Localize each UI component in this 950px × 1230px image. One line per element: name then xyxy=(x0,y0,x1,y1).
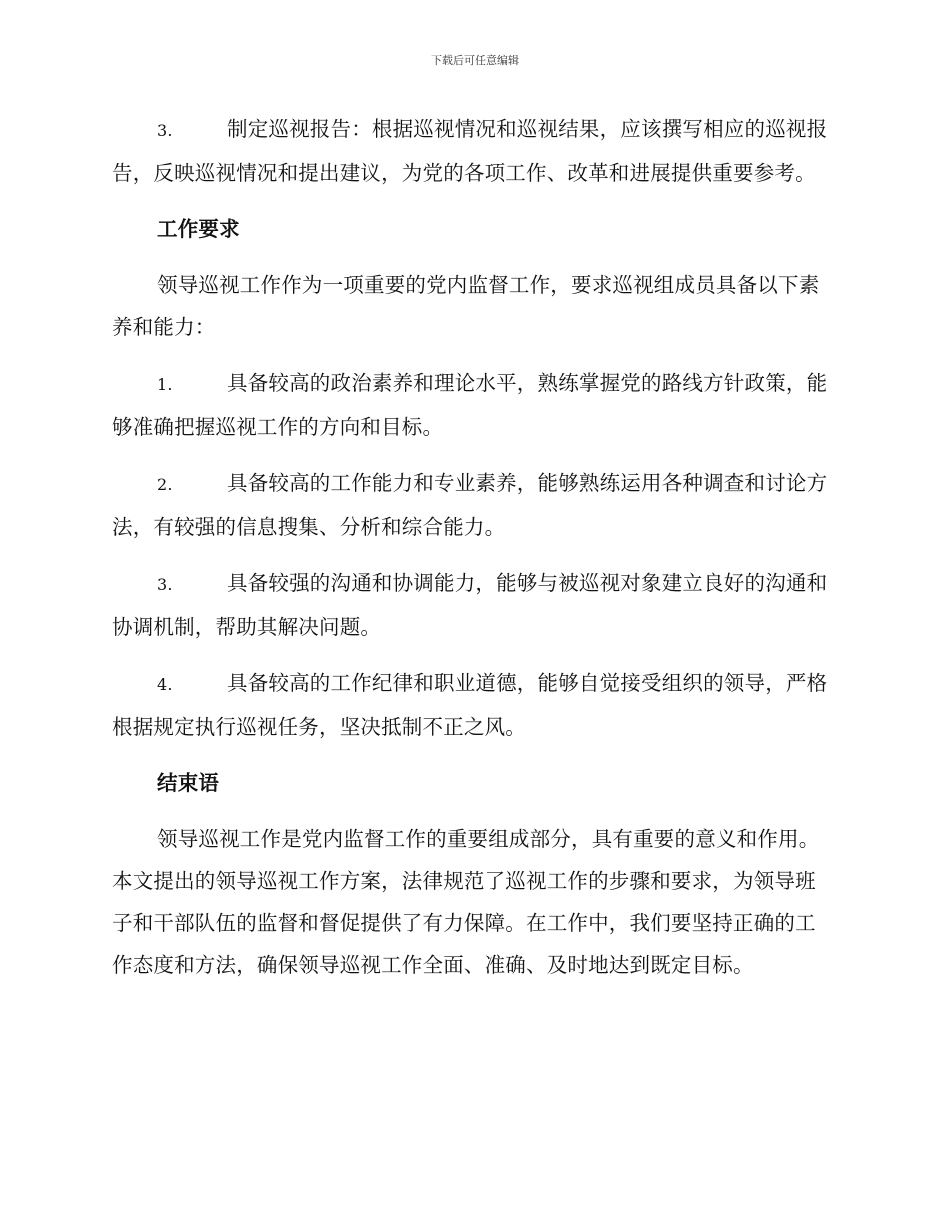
list-item-report xyxy=(112,108,834,194)
list-item-communication xyxy=(112,562,834,648)
document-body xyxy=(112,108,834,1000)
list-item-discipline xyxy=(112,662,834,748)
section-heading-requirements: 工作要求 xyxy=(157,217,240,241)
list-number: 3. xyxy=(157,121,173,140)
section-heading-conclusion: 结束语 xyxy=(157,771,220,795)
list-item-text: 具备较高的政治素养和理论水平，熟练掌握党的路线方针政策，能够准确把握巡视工作的方向和目标。 xyxy=(112,371,828,439)
list-item-text: 具备较高的工作纪律和职业道德，能够自觉接受组织的领导，严格根据规定执行巡视任务，坚决抵制不正之风。 xyxy=(112,671,828,739)
list-item-text: 具备较高的工作能力和专业素养，能够熟练运用各种调查和讨论方法，有较强的信息搜集、分析和综合能力。 xyxy=(112,471,828,539)
paragraph-conclusion: 领导巡视工作是党内监督工作的重要组成部分，具有重要的意义和作用。本文提出的领导巡视工作方案，法律规范了巡视工作的步骤和要求，为领导班子和干部队伍的监督和督促提供了有力保障。在工作中，我们要坚持正确的工作态度和方法，确保领导巡视工作全面、准确、及时地达到既定目标。 xyxy=(112,827,820,977)
list-number: 1. xyxy=(157,375,173,394)
paragraph-requirements-intro: 领导巡视工作作为一项重要的党内监督工作，要求巡视组成员具备以下素养和能力： xyxy=(112,273,820,339)
list-item-text: 具备较强的沟通和协调能力，能够与被巡视对象建立良好的沟通和协调机制，帮助其解决问题。 xyxy=(112,571,828,639)
page-header: 下载后可任意编辑 xyxy=(431,54,519,67)
list-item-text: 制定巡视报告：根据巡视情况和巡视结果，应该撰写相应的巡视报告，反映巡视情况和提出建议，为党的各项工作、改革和进展提供重要参考。 xyxy=(112,117,828,185)
list-item-political xyxy=(112,362,834,448)
list-item-professional xyxy=(112,462,834,548)
list-number: 2. xyxy=(157,475,173,494)
list-number: 4. xyxy=(157,675,173,694)
list-number: 3. xyxy=(157,575,173,594)
